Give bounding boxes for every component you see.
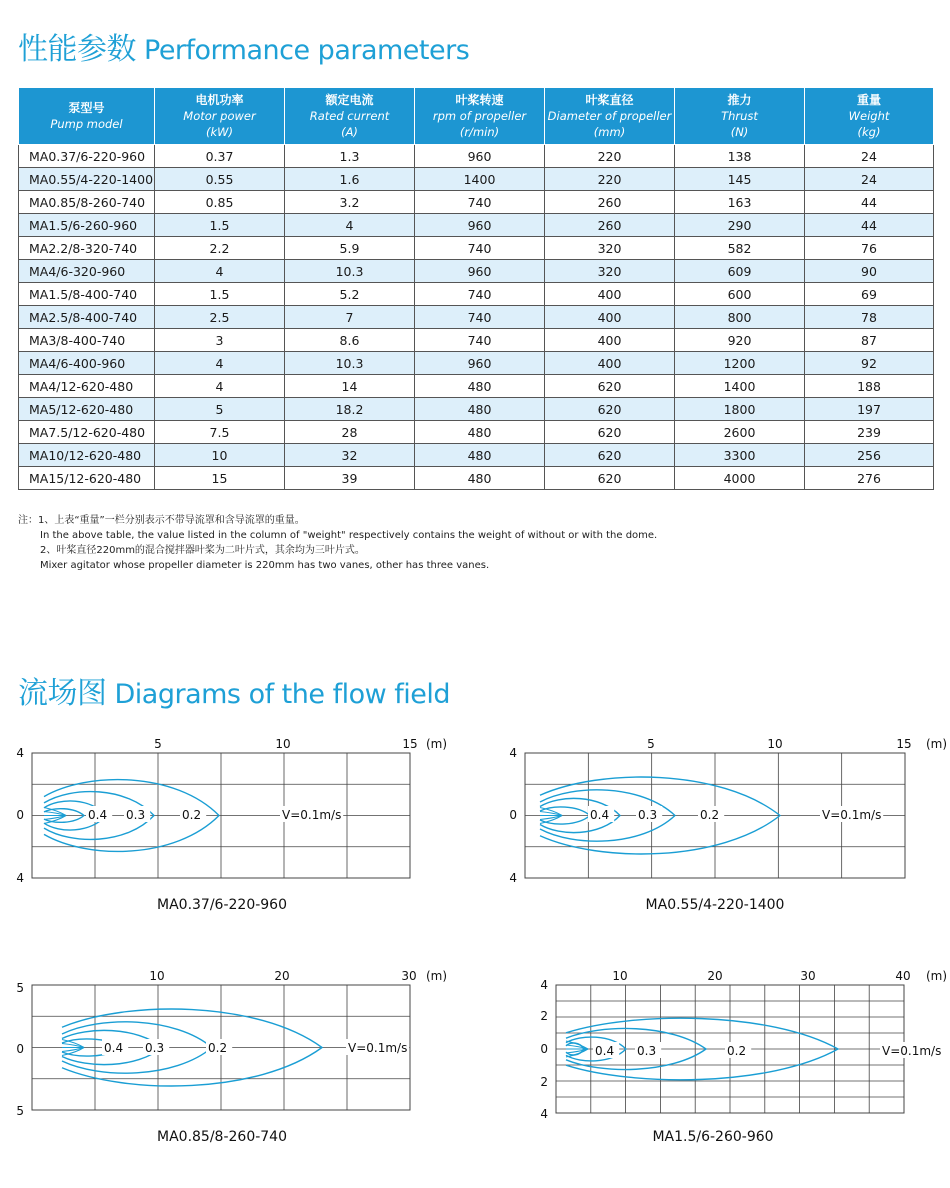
flow-diagram-1 — [16, 737, 447, 913]
table-cell: 2.5 — [155, 306, 285, 329]
contour-label: 0.4 — [595, 1044, 615, 1058]
table-cell: 260 — [545, 191, 675, 214]
table-cell: 276 — [805, 467, 934, 490]
table-cell: 620 — [545, 467, 675, 490]
table-cell: 2.2 — [155, 237, 285, 260]
table-cell: 2600 — [675, 421, 805, 444]
col-header-rated-current: 额定电流 Rated current (A) — [285, 88, 415, 145]
x-tick-label: 20 — [707, 969, 723, 983]
table-cell: 239 — [805, 421, 934, 444]
table-cell: 4 — [155, 352, 285, 375]
table-cell: 620 — [545, 375, 675, 398]
table-cell: MA2.5/8-400-740 — [19, 306, 155, 329]
note-2-cn: 2、叶桨直径220mm的混合搅拌器叶桨为二叶片式，其余均为三叶片式。 — [40, 545, 365, 556]
table-cell: 1800 — [675, 398, 805, 421]
table-cell: 1400 — [675, 375, 805, 398]
x-tick-label: 30 — [800, 969, 816, 983]
diagram-caption: MA1.5/6-260-960 — [652, 1129, 774, 1145]
table-cell: 320 — [545, 260, 675, 283]
table-cell: 92 — [805, 352, 934, 375]
table-cell: 400 — [545, 283, 675, 306]
contour-label: 0.2 — [700, 808, 720, 822]
table-cell: 18.2 — [285, 398, 415, 421]
table-cell: 32 — [285, 444, 415, 467]
contour-label: 0.4 — [88, 808, 108, 822]
y-tick-label: 2 — [540, 1075, 548, 1089]
table-cell: 197 — [805, 398, 934, 421]
table-cell: 620 — [545, 421, 675, 444]
table-cell: 960 — [415, 145, 545, 168]
y-tick-label: 2 — [540, 1009, 548, 1023]
note-1-cn: 注：1、上表“重量”一栏分别表示不带导流罩和含导流罩的重量。 — [18, 515, 305, 526]
table-cell: 480 — [415, 398, 545, 421]
table-cell: 1.6 — [285, 168, 415, 191]
table-cell: MA0.37/6-220-960 — [19, 145, 155, 168]
table-cell: 4 — [155, 375, 285, 398]
table-cell: 188 — [805, 375, 934, 398]
y-tick-label: 4 — [16, 746, 24, 760]
table-cell: 0.55 — [155, 168, 285, 191]
table-cell: 740 — [415, 191, 545, 214]
table-cell: 7 — [285, 306, 415, 329]
table-cell: 220 — [545, 168, 675, 191]
table-cell: 5.9 — [285, 237, 415, 260]
diagram-caption: MA0.37/6-220-960 — [157, 897, 287, 913]
note-2-en: Mixer agitator whose propeller diameter is 220mm has two vanes, other has three vanes. — [40, 560, 490, 571]
table-cell: 740 — [415, 329, 545, 352]
table-cell: 14 — [285, 375, 415, 398]
table-cell: 480 — [415, 375, 545, 398]
table-cell: MA15/12-620-480 — [19, 467, 155, 490]
contour-label: 0.2 — [208, 1041, 228, 1055]
x-tick-label: 10 — [275, 737, 291, 751]
table-cell: 3300 — [675, 444, 805, 467]
table-cell: 4000 — [675, 467, 805, 490]
x-tick-label: 5 — [647, 737, 655, 751]
table-cell: MA0.85/8-260-740 — [19, 191, 155, 214]
table-cell: 960 — [415, 352, 545, 375]
y-tick-label: 0 — [509, 808, 517, 822]
x-tick-label: 30 — [401, 969, 417, 983]
col-header-rpm: 叶桨转速 rpm of propeller (r/min) — [415, 88, 545, 145]
table-cell: 44 — [805, 191, 934, 214]
contour-label: V=0.1m/s — [282, 808, 342, 822]
table-cell: MA3/8-400-740 — [19, 329, 155, 352]
col-header-diameter: 叶桨直径 Diameter of propeller (mm) — [545, 88, 675, 145]
flow-title-en: Diagrams of the flow field — [114, 679, 451, 710]
table-cell: 920 — [675, 329, 805, 352]
x-tick-label: 10 — [767, 737, 783, 751]
y-tick-label: 4 — [509, 746, 517, 760]
table-cell: 69 — [805, 283, 934, 306]
table-cell: 609 — [675, 260, 805, 283]
table-cell: MA10/12-620-480 — [19, 444, 155, 467]
x-tick-label: 10 — [149, 969, 165, 983]
contour-label: 0.2 — [182, 808, 202, 822]
table-cell: MA2.2/8-320-740 — [19, 237, 155, 260]
table-cell: MA0.55/4-220-1400 — [19, 168, 155, 191]
table-cell: 740 — [415, 283, 545, 306]
contour-label: 0.3 — [637, 1044, 657, 1058]
x-tick-label: 20 — [274, 969, 290, 983]
table-cell: 1400 — [415, 168, 545, 191]
table-cell: 7.5 — [155, 421, 285, 444]
table-cell: 24 — [805, 145, 934, 168]
contour-label: V=0.1m/s — [822, 808, 882, 822]
x-tick-label: 15 — [402, 737, 418, 751]
table-cell: 960 — [415, 260, 545, 283]
axis-unit: (m) — [926, 737, 948, 751]
table-cell: 28 — [285, 421, 415, 444]
table-cell: 960 — [415, 214, 545, 237]
table-cell: 620 — [545, 398, 675, 421]
table-cell: 582 — [675, 237, 805, 260]
contour-label: 0.2 — [727, 1044, 747, 1058]
table-cell: 260 — [545, 214, 675, 237]
col-header-weight: 重量 Weight (kg) — [805, 88, 934, 145]
flow-diagram-4 — [540, 969, 947, 1145]
table-cell: 10 — [155, 444, 285, 467]
flow-diagram-3 — [16, 969, 447, 1145]
table-cell: MA4/12-620-480 — [19, 375, 155, 398]
y-tick-label: 4 — [16, 871, 24, 885]
table-cell: 600 — [675, 283, 805, 306]
flow-diagram-2 — [509, 737, 947, 913]
table-cell: MA4/6-320-960 — [19, 260, 155, 283]
contour-label: V=0.1m/s — [882, 1044, 942, 1058]
y-tick-label: 4 — [540, 978, 548, 992]
table-cell: 800 — [675, 306, 805, 329]
table-cell: 3.2 — [285, 191, 415, 214]
table-cell: 1.3 — [285, 145, 415, 168]
table-cell: 24 — [805, 168, 934, 191]
table-cell: MA1.5/8-400-740 — [19, 283, 155, 306]
table-cell: 78 — [805, 306, 934, 329]
table-cell: 138 — [675, 145, 805, 168]
table-cell: MA4/6-400-960 — [19, 352, 155, 375]
y-tick-label: 0 — [540, 1042, 548, 1056]
contour-label: 0.4 — [590, 808, 610, 822]
table-cell: 8.6 — [285, 329, 415, 352]
col-header-motor-power: 电机功率 Motor power (kW) — [155, 88, 285, 145]
col-header-thrust: 推力 Thrust (N) — [675, 88, 805, 145]
table-cell: MA7.5/12-620-480 — [19, 421, 155, 444]
x-tick-label: 5 — [154, 737, 162, 751]
y-tick-label: 0 — [16, 1042, 24, 1056]
table-cell: 4 — [285, 214, 415, 237]
table-cell: 87 — [805, 329, 934, 352]
table-cell: 10.3 — [285, 352, 415, 375]
flow-title-cn: 流场图 — [18, 676, 107, 711]
table-cell: 10.3 — [285, 260, 415, 283]
contour-label: V=0.1m/s — [348, 1041, 408, 1055]
y-tick-label: 0 — [16, 808, 24, 822]
table-cell: 0.37 — [155, 145, 285, 168]
table-cell: 220 — [545, 145, 675, 168]
table-cell: 400 — [545, 306, 675, 329]
table-cell: 480 — [415, 467, 545, 490]
contour-label: 0.3 — [638, 808, 658, 822]
table-cell: 39 — [285, 467, 415, 490]
table-cell: 290 — [675, 214, 805, 237]
table-cell: 76 — [805, 237, 934, 260]
axis-unit: (m) — [426, 737, 448, 751]
axis-unit: (m) — [926, 969, 948, 983]
x-tick-label: 10 — [612, 969, 628, 983]
table-cell: 320 — [545, 237, 675, 260]
diagram-caption: MA0.85/8-260-740 — [157, 1129, 287, 1145]
y-tick-label: 4 — [509, 871, 517, 885]
table-cell: 15 — [155, 467, 285, 490]
contour-label: 0.4 — [104, 1041, 124, 1055]
table-cell: 480 — [415, 421, 545, 444]
x-tick-label: 15 — [896, 737, 912, 751]
contour-label: 0.3 — [145, 1041, 165, 1055]
table-cell: 256 — [805, 444, 934, 467]
contour-label: 0.3 — [126, 808, 146, 822]
y-tick-label: 5 — [16, 981, 24, 995]
table-cell: 620 — [545, 444, 675, 467]
table-cell: 1200 — [675, 352, 805, 375]
table-cell: 5 — [155, 398, 285, 421]
performance-title-cn: 性能参数 — [18, 32, 136, 67]
table-cell: 90 — [805, 260, 934, 283]
axis-unit: (m) — [426, 969, 448, 983]
table-cell: 740 — [415, 306, 545, 329]
table-cell: 1.5 — [155, 283, 285, 306]
table-cell: 0.85 — [155, 191, 285, 214]
table-cell: MA1.5/6-260-960 — [19, 214, 155, 237]
table-cell: MA5/12-620-480 — [19, 398, 155, 421]
y-tick-label: 5 — [16, 1104, 24, 1118]
table-cell: 4 — [155, 260, 285, 283]
table-cell: 5.2 — [285, 283, 415, 306]
y-tick-label: 4 — [540, 1107, 548, 1121]
table-cell: 145 — [675, 168, 805, 191]
table-cell: 44 — [805, 214, 934, 237]
diagram-caption: MA0.55/4-220-1400 — [645, 897, 785, 913]
performance-title-en: Performance parameters — [144, 35, 470, 66]
note-1-en: In the above table, the value listed in the column of "weight" respectively contains the weight of without or with the dome. — [40, 530, 658, 541]
col-header-pump-model: 泵型号 Pump model — [19, 88, 155, 145]
table-cell: 163 — [675, 191, 805, 214]
table-cell: 400 — [545, 329, 675, 352]
table-cell: 1.5 — [155, 214, 285, 237]
table-cell: 740 — [415, 237, 545, 260]
table-cell: 400 — [545, 352, 675, 375]
table-cell: 480 — [415, 444, 545, 467]
x-tick-label: 40 — [895, 969, 911, 983]
table-cell: 3 — [155, 329, 285, 352]
